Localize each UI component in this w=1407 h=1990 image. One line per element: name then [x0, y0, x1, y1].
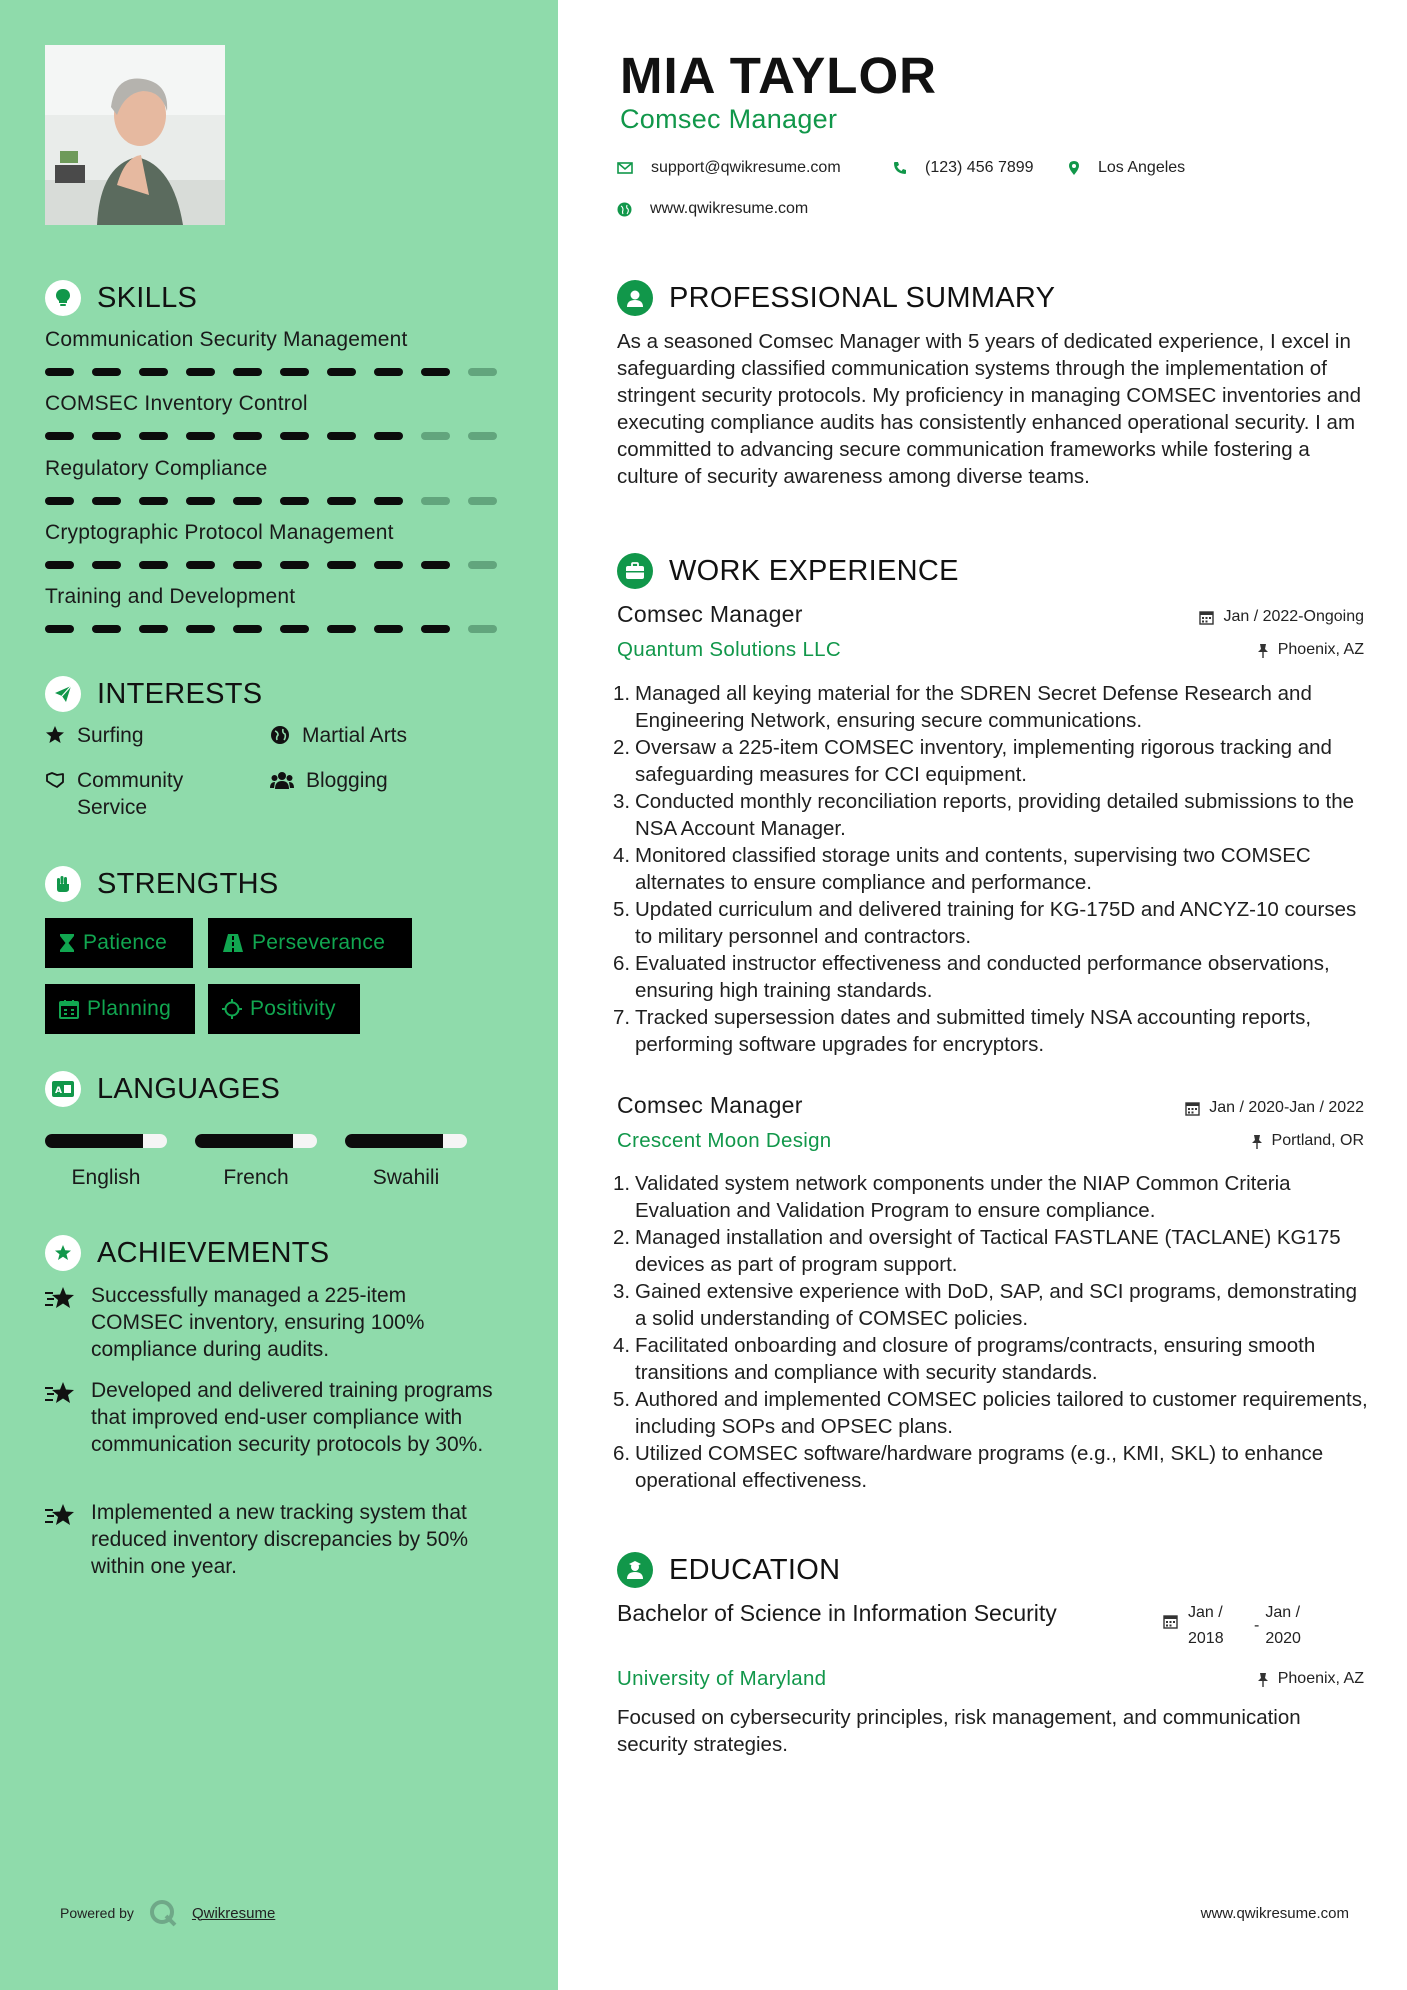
skill-dash-filled	[421, 561, 450, 569]
strength-label: Planning	[87, 997, 172, 1020]
map-marker-icon	[1068, 160, 1080, 176]
globe-icon	[270, 725, 290, 745]
job-bullet: 5. Authored and implemented COMSEC policies tailored to customer requirements, including SOPs and OPSEC plans.	[613, 1388, 1368, 1438]
skill-dash-filled	[139, 497, 168, 505]
skill-dash-filled	[186, 561, 215, 569]
qwikresume-logo-icon	[148, 1898, 178, 1928]
powered-by-text: Powered by	[60, 1905, 134, 1921]
skill-label: Cryptographic Protocol Management	[45, 521, 394, 544]
job-company: Crescent Moon Design	[617, 1129, 832, 1152]
calendar-icon	[1163, 1614, 1178, 1629]
skill-dash-filled	[233, 368, 262, 376]
skill-item	[45, 585, 500, 633]
achievement-item	[45, 1282, 495, 1363]
job-bullets	[613, 1170, 1373, 1494]
education-location-text: Phoenix, AZ	[1277, 1670, 1364, 1687]
skills-title: SKILLS	[97, 281, 198, 314]
footer-url[interactable]: www.qwikresume.com	[1200, 1905, 1349, 1922]
star-icon	[45, 725, 65, 745]
skill-dash-empty	[468, 625, 497, 633]
language-level-fill	[45, 1134, 143, 1148]
pushpin-icon	[1257, 643, 1269, 658]
summary-text: As a seasoned Comsec Manager with 5 years of dedicated experience, I excel in safeguarding classified communication systems through the implementation of stringent security protocols. My proficiency in managing COMSEC inventories and executing compliance audits has consistently enhanced operational security. I am committed to advancing secure communication frameworks while fostering a culture of security awareness among diverse teams.	[617, 330, 1362, 488]
skill-item	[45, 521, 500, 569]
envelope-icon	[617, 162, 633, 174]
sun-icon	[222, 999, 242, 1019]
skill-dash-empty	[421, 432, 450, 440]
interests-title: INTERESTS	[97, 677, 263, 710]
contact-phone[interactable]	[893, 159, 1034, 177]
email-text: support@qwikresume.com	[651, 159, 841, 176]
interest-label: Blogging	[306, 769, 388, 792]
graduate-icon	[617, 1552, 653, 1588]
fist-icon	[45, 866, 81, 902]
skill-dash-empty	[468, 497, 497, 505]
calendar-icon	[1185, 1101, 1200, 1116]
pushpin-icon	[1257, 1672, 1269, 1687]
interests-heading	[45, 676, 262, 712]
job-bullet: 7. Tracked supersession dates and submitted timely NSA accounting reports, performing software upgrades for encryptors.	[613, 1006, 1312, 1056]
job-dates-text: Jan / 2022-Ongoing	[1223, 608, 1364, 625]
skill-dash-filled	[45, 497, 74, 505]
education-start	[1188, 1600, 1254, 1652]
skill-dash-filled	[421, 625, 450, 633]
school-name: University of Maryland	[617, 1667, 827, 1690]
job-location-text: Phoenix, AZ	[1277, 641, 1364, 658]
strength-label: Perseverance	[252, 931, 386, 954]
job-title: Comsec Manager	[617, 601, 803, 627]
skill-dash-filled	[92, 368, 121, 376]
strengths-heading	[45, 866, 279, 902]
star-burst-icon	[45, 1381, 77, 1405]
language-level-bar	[195, 1134, 317, 1148]
skill-dash-filled	[421, 368, 450, 376]
education-location	[1257, 1670, 1364, 1688]
summary-heading	[617, 280, 1055, 316]
skill-label: Regulatory Compliance	[45, 457, 268, 480]
education-start-month: Jan /	[1188, 1604, 1223, 1621]
interest-item	[45, 767, 235, 821]
language-level-fill	[345, 1134, 443, 1148]
job-dates	[1185, 1099, 1364, 1117]
job-bullet: 1. Managed all keying material for the SDREN Secret Defense Research and Engineering Network, ensuring secure communications.	[613, 682, 1312, 732]
language-name: French	[223, 1166, 289, 1189]
skill-dash-filled	[374, 368, 403, 376]
experience-title: WORK EXPERIENCE	[669, 554, 959, 587]
strength-label: Positivity	[250, 997, 336, 1020]
pushpin-icon	[1251, 1134, 1263, 1149]
language-item	[345, 1134, 467, 1190]
skill-dash-filled	[139, 625, 168, 633]
skill-dash-filled	[233, 561, 262, 569]
job-location	[1257, 641, 1364, 659]
skill-dash-filled	[45, 368, 74, 376]
job-company: Quantum Solutions LLC	[617, 638, 841, 661]
skill-label: Communication Security Management	[45, 328, 408, 351]
skill-dash-filled	[327, 432, 356, 440]
experience-heading	[617, 553, 959, 589]
skill-dash-filled	[45, 432, 74, 440]
star-burst-icon	[45, 1503, 77, 1527]
skills-heading	[45, 280, 197, 316]
skill-item	[45, 457, 500, 505]
interest-label: Martial Arts	[302, 724, 408, 747]
summary-title: PROFESSIONAL SUMMARY	[669, 281, 1056, 314]
skill-dash-filled	[280, 625, 309, 633]
job-bullet: 6. Evaluated instructor effectiveness and conducted performance observations, ensuring high training standards.	[613, 952, 1330, 1002]
strength-badge	[208, 918, 412, 968]
achievement-text: Implemented a new tracking system that reduced inventory discrepancies by 50% within one year.	[91, 1501, 469, 1578]
briefcase-icon	[617, 553, 653, 589]
skill-dash-filled	[233, 625, 262, 633]
calendar-icon	[1199, 610, 1214, 625]
language-level-fill	[195, 1134, 293, 1148]
languages-heading	[45, 1071, 280, 1107]
phone-text: (123) 456 7899	[925, 159, 1034, 176]
skill-dash-filled	[139, 368, 168, 376]
job-bullet: 3. Conducted monthly reconciliation reports, providing detailed submissions to the NSA Account Manager.	[613, 790, 1355, 840]
language-level-bar	[45, 1134, 167, 1148]
achievement-text: Successfully managed a 225-item COMSEC inventory, ensuring 100% compliance during audits.	[91, 1284, 425, 1361]
job-bullet: 3. Gained extensive experience with DoD, SAP, and SCI programs, demonstrating a solid understanding of COMSEC policies.	[613, 1280, 1358, 1330]
paper-plane-icon	[45, 676, 81, 712]
achievement-item	[45, 1499, 495, 1580]
achievements-heading	[45, 1235, 329, 1271]
job-bullet: 2. Managed installation and oversight of Tactical FASTLANE (TACLANE) KG175 devices as part of program support.	[613, 1226, 1341, 1276]
location-text: Los Angeles	[1098, 159, 1186, 176]
job-bullet: 5. Updated curriculum and delivered training for KG-175D and ANCYZ-10 courses to military personnel and contractors.	[613, 898, 1357, 948]
skill-dash-filled	[139, 561, 168, 569]
sidebar	[0, 0, 558, 1990]
handshake-icon	[45, 770, 65, 790]
interest-label: Community Service	[77, 769, 184, 819]
skill-rating	[45, 625, 500, 633]
education-end-year: 2020	[1265, 1630, 1301, 1647]
language-icon	[45, 1071, 81, 1107]
contact-location	[1068, 159, 1185, 177]
skill-dash-filled	[186, 432, 215, 440]
calendar-icon	[59, 999, 79, 1019]
job-location	[1251, 1132, 1364, 1150]
skill-dash-filled	[233, 432, 262, 440]
degree-title: Bachelor of Science in Information Security	[617, 1600, 1057, 1626]
job-dates-text: Jan / 2020-Jan / 2022	[1209, 1099, 1364, 1116]
job-bullet: 2. Oversaw a 225-item COMSEC inventory, implementing rigorous tracking and safeguarding measures for CCI equipment.	[613, 736, 1332, 786]
strength-badge	[45, 918, 193, 968]
skill-dash-filled	[374, 625, 403, 633]
job-bullet: 6. Utilized COMSEC software/hardware programs (e.g., KMI, SKL) to enhance operational effectiveness.	[613, 1442, 1324, 1492]
skill-dash-filled	[374, 432, 403, 440]
skill-dash-filled	[327, 368, 356, 376]
language-level-bar	[345, 1134, 467, 1148]
strengths-title: STRENGTHS	[97, 867, 279, 900]
skill-dash-filled	[92, 625, 121, 633]
skill-dash-empty	[421, 497, 450, 505]
job-dates	[1199, 608, 1364, 626]
skill-rating	[45, 432, 500, 440]
job-location-text: Portland, OR	[1271, 1132, 1364, 1149]
languages-title: LANGUAGES	[97, 1072, 281, 1105]
star-burst-icon	[45, 1286, 77, 1310]
education-description: Focused on cybersecurity principles, risk management, and communication security strategies.	[617, 1706, 1301, 1756]
skill-dash-filled	[45, 561, 74, 569]
qwikresume-link[interactable]: Qwikresume	[191, 1904, 276, 1922]
skill-dash-filled	[327, 561, 356, 569]
skill-dash-empty	[468, 561, 497, 569]
skill-dash-filled	[280, 432, 309, 440]
strength-badge	[45, 984, 195, 1034]
strength-badge	[208, 984, 360, 1034]
user-icon	[617, 280, 653, 316]
achievement-text: Developed and delivered training programs that improved end-user compliance with communication security protocols by 30%.	[91, 1379, 493, 1456]
interest-item	[270, 767, 388, 794]
skill-rating	[45, 368, 500, 376]
job-bullet: 1. Validated system network components under the NIAP Common Criteria Evaluation and Validation Program to ensure compliance.	[613, 1172, 1291, 1222]
users-icon	[270, 770, 294, 790]
skill-dash-filled	[92, 561, 121, 569]
phone-icon	[893, 161, 907, 175]
skill-rating	[45, 497, 500, 505]
job-bullets	[613, 680, 1373, 1058]
globe-icon	[617, 202, 632, 217]
skill-dash-filled	[327, 497, 356, 505]
skill-dash-filled	[327, 625, 356, 633]
candidate-name: MIA TAYLOR	[620, 47, 937, 104]
skill-dash-filled	[374, 497, 403, 505]
language-item	[45, 1134, 167, 1190]
language-item	[195, 1134, 317, 1190]
strength-label: Patience	[83, 931, 168, 954]
education-title: EDUCATION	[669, 1553, 841, 1586]
achievements-title: ACHIEVEMENTS	[97, 1236, 330, 1269]
education-end-month: Jan /	[1265, 1604, 1301, 1621]
education-start-year: 2018	[1188, 1630, 1224, 1647]
language-name: Swahili	[372, 1166, 440, 1189]
hourglass-icon	[59, 933, 75, 953]
lightbulb-icon	[45, 280, 81, 316]
website-text: www.qwikresume.com	[650, 200, 809, 217]
skill-label: Training and Development	[45, 585, 296, 608]
skill-item	[45, 328, 500, 376]
skill-label: COMSEC Inventory Control	[45, 392, 308, 415]
interest-item	[270, 722, 407, 749]
date-separator: -	[1254, 1617, 1260, 1634]
powered-by	[60, 1898, 275, 1928]
education-end	[1265, 1600, 1301, 1652]
award-star-icon	[45, 1235, 81, 1271]
profile-photo	[45, 45, 225, 225]
job-bullet: 4. Monitored classified storage units and contents, supervising two COMSEC alternates to ensure compliance and performance.	[613, 844, 1311, 894]
skill-dash-filled	[186, 625, 215, 633]
skill-dash-filled	[92, 432, 121, 440]
interest-item	[45, 722, 144, 749]
skill-dash-filled	[139, 432, 168, 440]
svg-text:A: A	[55, 1086, 62, 1096]
education-heading	[617, 1552, 840, 1588]
contact-website[interactable]	[617, 200, 808, 218]
language-name: English	[71, 1166, 141, 1189]
skill-dash-filled	[233, 497, 262, 505]
skill-dash-filled	[280, 497, 309, 505]
skill-dash-filled	[374, 561, 403, 569]
education-dates	[1163, 1600, 1301, 1652]
candidate-role: Comsec Manager	[620, 104, 838, 134]
road-icon	[222, 933, 244, 953]
skill-rating	[45, 561, 500, 569]
skill-dash-filled	[92, 497, 121, 505]
interest-label: Surfing	[77, 724, 144, 747]
job-title: Comsec Manager	[617, 1092, 803, 1118]
skill-dash-filled	[45, 625, 74, 633]
achievement-item	[45, 1377, 495, 1458]
skill-dash-filled	[186, 497, 215, 505]
skill-item	[45, 392, 500, 440]
skill-dash-filled	[186, 368, 215, 376]
skill-dash-filled	[280, 368, 309, 376]
skill-dash-empty	[468, 432, 497, 440]
job-bullet: 4. Facilitated onboarding and closure of programs/contracts, ensuring smooth transitions and compliance with security standards.	[613, 1334, 1316, 1384]
skill-dash-empty	[468, 368, 497, 376]
contact-email[interactable]	[617, 159, 841, 177]
skill-dash-filled	[280, 561, 309, 569]
